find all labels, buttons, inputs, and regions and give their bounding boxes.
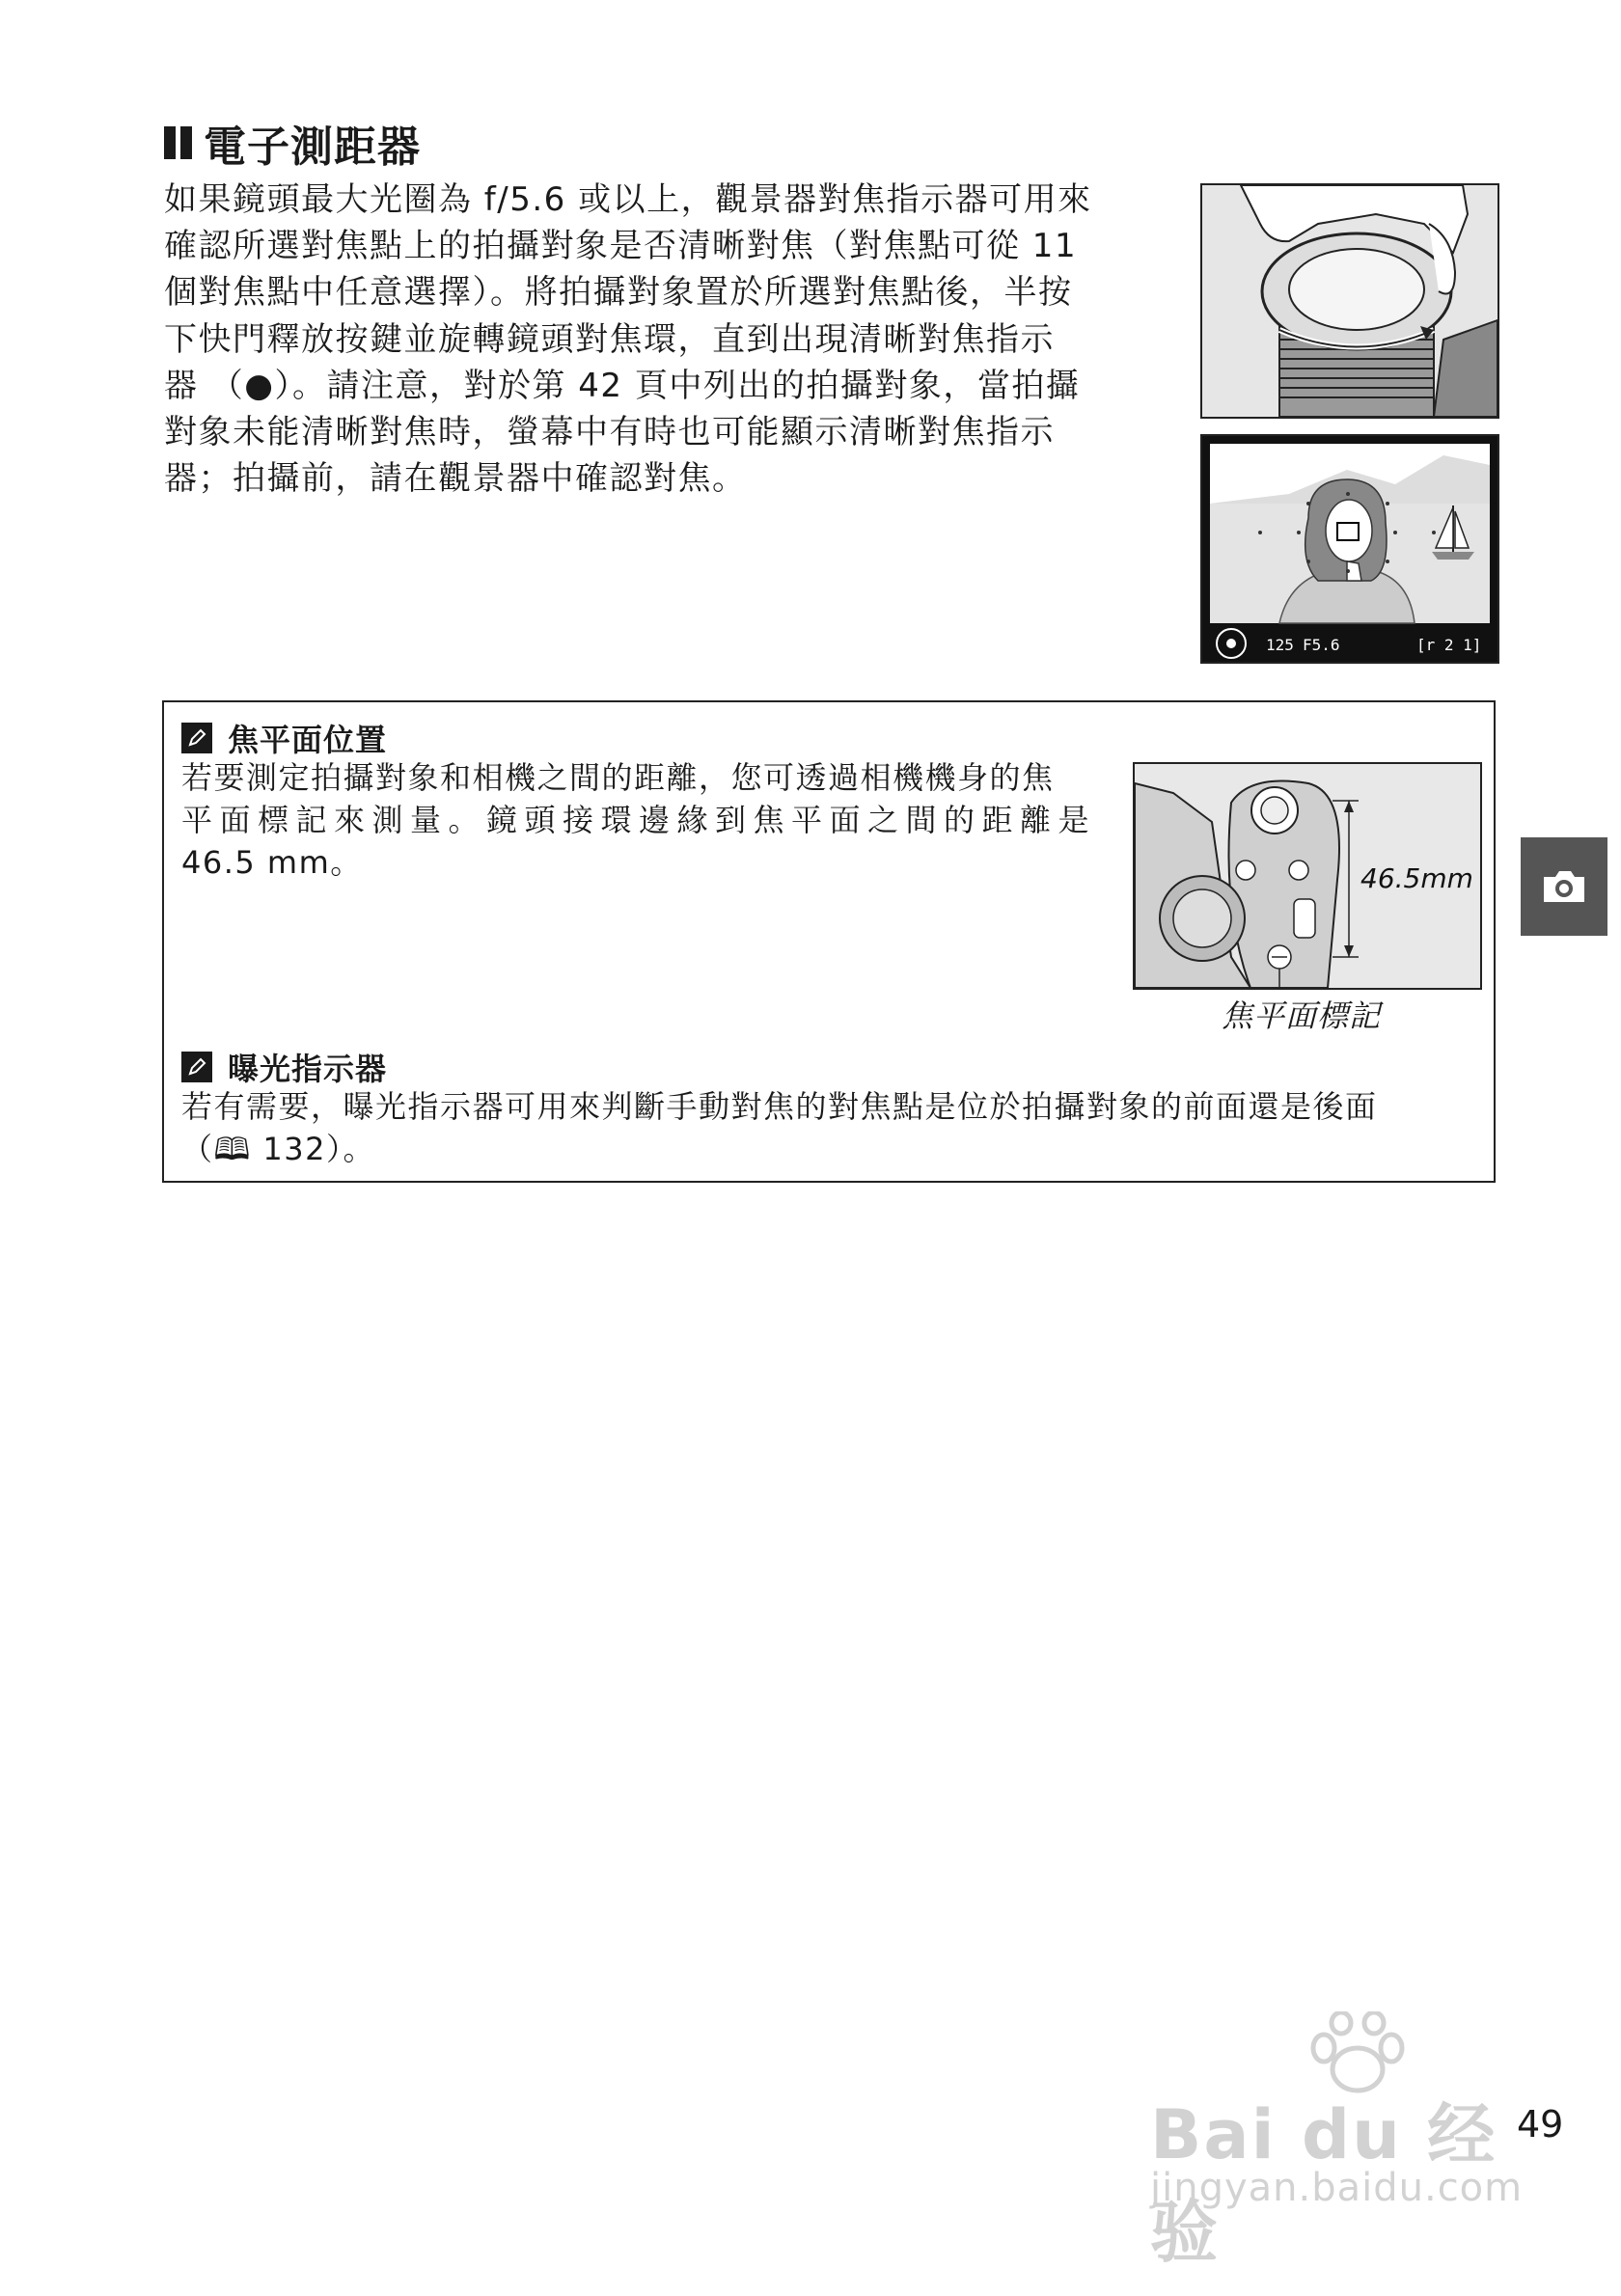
note-line: （🕮 132）。 xyxy=(181,1131,375,1167)
watermark-url: jingyan.baidu.com xyxy=(1150,2166,1524,2210)
lens-hand-drawing xyxy=(1202,185,1497,417)
camera-top-drawing xyxy=(1135,764,1480,988)
note-line: 平面標記來測量。鏡頭接環邊緣到焦平面之間的距離是 xyxy=(181,802,1097,838)
note-line: 46.5 mm。 xyxy=(181,844,363,881)
heading-marker-icon xyxy=(164,126,192,159)
note-title-text: 焦平面位置 xyxy=(228,722,388,758)
section-title: 電子測距器 xyxy=(204,123,421,172)
paragraph-line: 器；拍攝前，請在觀景器中確認對焦。 xyxy=(164,459,747,499)
camera-top-illustration xyxy=(1133,762,1482,990)
viewfinder-aperture-readout: F5.6 xyxy=(1303,636,1340,654)
section-heading xyxy=(164,114,421,172)
note-line: 若要測定拍攝對象和相機之間的距離，您可透過相機機身的焦 xyxy=(181,759,1055,796)
note-exposure-body xyxy=(181,1085,1494,1170)
paragraph-line: 如果鏡頭最大光圈為 f/5.6 或以上，觀景器對焦指示器可用來 xyxy=(164,180,1092,219)
pencil-icon xyxy=(181,723,212,753)
note-line: 若有需要，曝光指示器可用來判斷手動對焦的對焦點是位於拍攝對象的前面還是後面 xyxy=(181,1088,1378,1125)
viewfinder-illustration xyxy=(1200,434,1499,664)
note-title-text: 曝光指示器 xyxy=(228,1051,388,1087)
camera-figure-caption: 焦平面標記 xyxy=(1222,998,1382,1034)
note-focal-plane-body xyxy=(181,756,1108,884)
note-box xyxy=(162,700,1496,1183)
chapter-side-tab xyxy=(1521,837,1607,936)
viewfinder-drawing xyxy=(1202,436,1497,662)
paragraph-line: 器 （●）。請注意，對於第 42 頁中列出的拍攝對象，當拍攝 xyxy=(164,366,1081,405)
paragraph-line: 下快門釋放按鍵並旋轉鏡頭對焦環，直到出現清晰對焦指示 xyxy=(164,319,1055,359)
baidu-watermark xyxy=(1150,2011,1524,2272)
paragraph-line: 對象未能清晰對焦時，螢幕中有時也可能顯示清晰對焦指示 xyxy=(164,413,1055,452)
note-focal-plane-title xyxy=(181,716,387,760)
viewfinder-frames-readout: [r 2 1] xyxy=(1416,636,1482,654)
main-paragraph xyxy=(164,177,1177,502)
watermark-brand: Bai du 经验 xyxy=(1150,2095,1497,2272)
camera-icon xyxy=(1540,867,1588,906)
note-exposure-title xyxy=(181,1045,387,1089)
viewfinder-shutter-readout: 125 xyxy=(1266,636,1294,654)
measure-label: 46.5mm xyxy=(1360,862,1473,894)
paragraph-line: 個對焦點中任意選擇）。將拍攝對象置於所選對焦點後，半按 xyxy=(164,273,1073,313)
pencil-icon xyxy=(181,1052,212,1082)
page-number: 49 xyxy=(1517,2103,1564,2146)
paragraph-line: 確認所選對焦點上的拍攝對象是否清晰對焦（對焦點可從 11 xyxy=(164,227,1078,266)
focus-ring-illustration xyxy=(1200,183,1499,419)
